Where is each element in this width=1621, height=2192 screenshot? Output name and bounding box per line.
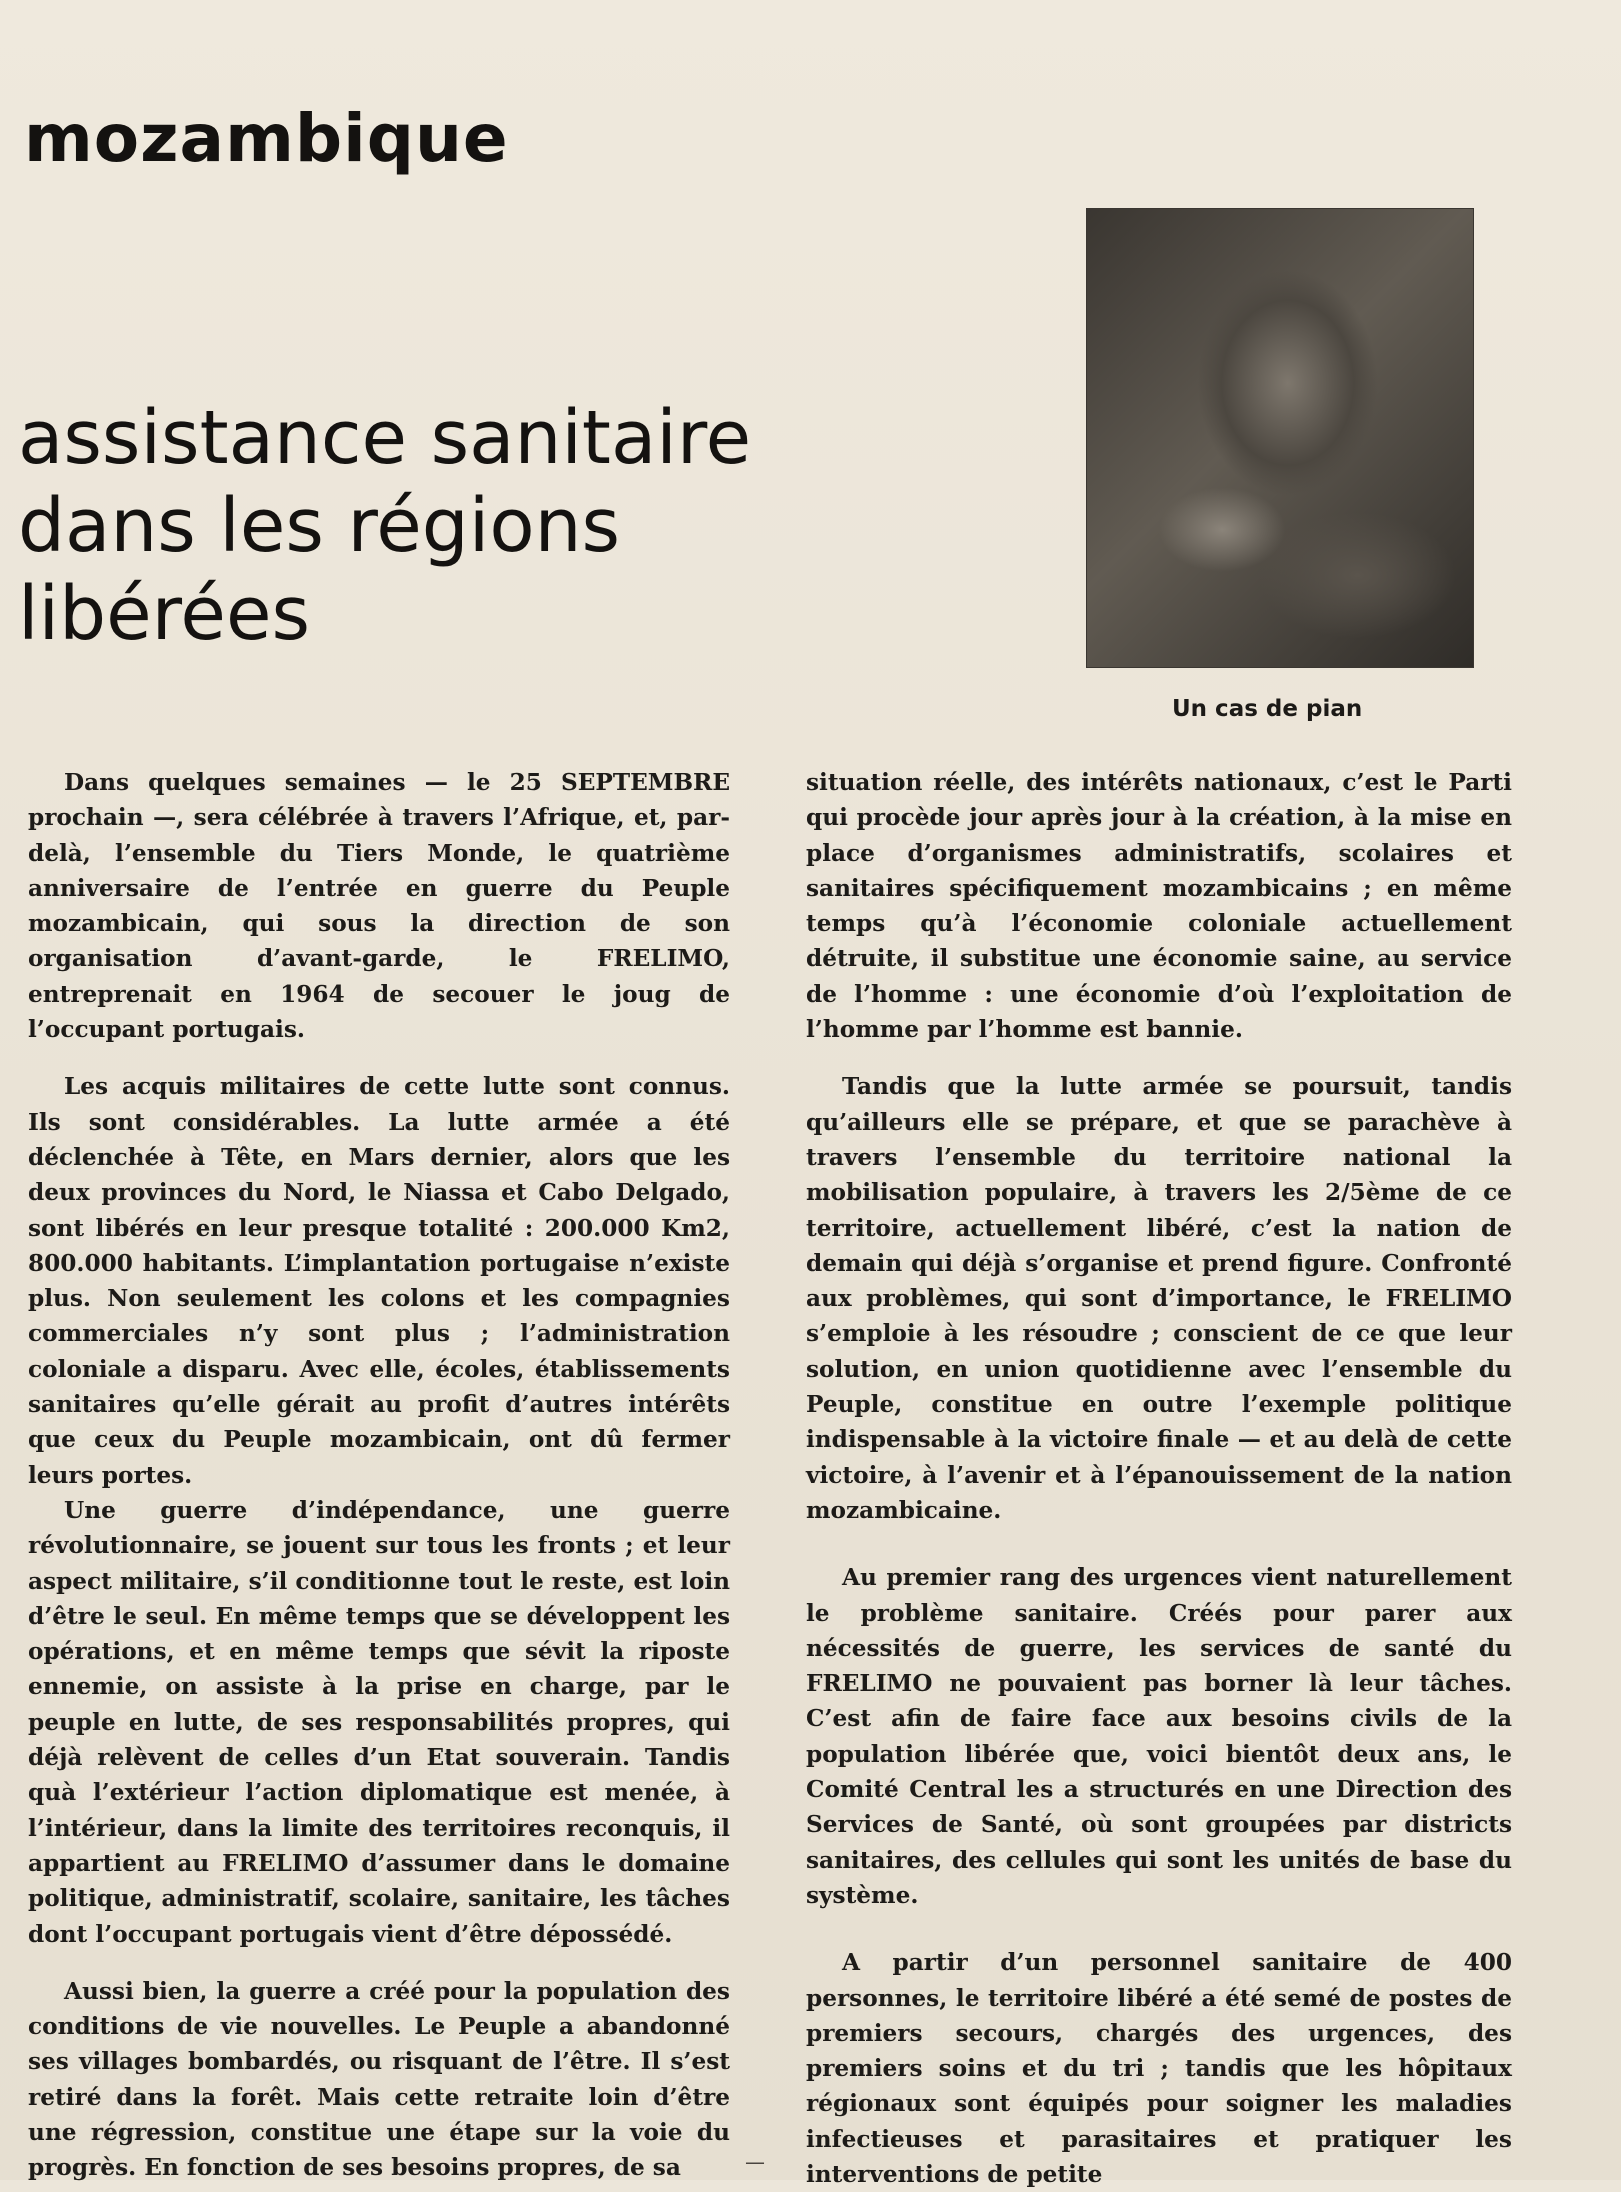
headline-line-2: dans les régions	[18, 483, 621, 569]
headline-line-3: libérées	[18, 571, 311, 657]
paragraph: A partir d’un personnel sanitaire de 400 personnes, le territoire libéré a été semé de postes de premiers secours, chargés des urgences, des premiers soins et du tri ; tandis que les hôpitaux régionaux sont équipés pour soigner les maladies infectieuses et parasitaires et pratiquer les interventions de petite	[806, 1949, 1512, 2188]
article-headline	[18, 394, 918, 658]
paragraph: Une guerre d’indépendance, une guerre révolutionnaire, se jouent sur tous les fronts ; et leur aspect militaire, s’il conditionne tout le reste, est loin d’être le seul. En même temps que se développent les opérations, et en même temps que sévit la riposte ennemie, on assiste à la prise en charge, par le peuple en lutte, de ses responsabilités propres, qui déjà relèvent de celles d’un Etat souverain. Tandis quà l’extérieur l’action diplomatique est menée, à l’intérieur, dans la limite des territoires reconquis, il appartient au FRELIMO d’assumer dans le domaine politique, administratif, scolaire, sanitaire, les tâches dont l’occupant portugais vient d’être dépossédé.	[28, 1496, 730, 1948]
photo-caption: Un cas de pian	[1172, 696, 1363, 722]
paragraph: Tandis que la lutte armée se poursuit, tandis qu’ailleurs elle se prépare, et que se parachève à travers l’ensemble du territoire national la mobilisation populaire, à travers les 2/5ème de ce territoire, actuellement libéré, c’est la nation de demain qui déjà s’organise et prend figure. Confronté aux problèmes, qui sont d’importance, le FRELIMO s’emploie à les résoudre ; conscient de ce que leur solution, en union quotidienne avec l’ensemble du Peuple, constitue en outre l’exemple politique indispensable à la victoire finale — et au delà de cette victoire, à l’avenir et à l’épanouissement de la nation mozambicaine.	[806, 1073, 1512, 1524]
paragraph: Aussi bien, la guerre a créé pour la population des conditions de vie nouvelles. Le Peuple a abandonné ses villages bombardés, ou risquant de l’être. Il s’est retiré dans la forêt. Mais cette retraite loin d’être une régression, constitue une étape sur la voie du progrès. En fonction de ses besoins propres, de sa	[28, 1977, 730, 2182]
paragraph: Au premier rang des urgences vient naturellement le problème sanitaire. Créés pour parer aux nécessités de guerre, les services de santé du FRELIMO ne pouvaient pas borner là leur tâches. C’est afin de faire face aux besoins civils de la population libérée que, voici bientôt deux ans, le Comité Central les a structurés en une Direction des Services de Santé, où sont groupées par districts sanitaires, des cellules qui sont les unités de base du système.	[806, 1564, 1512, 1909]
paragraph: situation réelle, des intérêts nationaux, c’est le Parti qui procède jour après jour à la création, à la mise en place d’organismes administratifs, scolaires et sanitaires spécifiquement mozambicains ; en même temps qu’à l’économie coloniale actuellement détruite, il substitue une économie saine, au service de l’homme : une économie d’où l’exploitation de l’homme par l’homme est bannie.	[806, 769, 1512, 1044]
headline-line-1: assistance sanitaire	[18, 395, 752, 481]
left-column	[28, 765, 730, 2186]
paragraph: Dans quelques semaines — le 25 SEPTEMBRE prochain —, sera célébrée à travers l’Afrique, et, par-delà, l’ensemble du Tiers Monde, le quatrième anniversaire de l’entrée en guerre du Peuple mozambicain, qui sous la direction de son organisation d’avant-garde, le FRELIMO, entreprenait en 1964 de secouer le joug de l’occupant portugais.	[28, 769, 730, 1044]
article-photo	[1086, 208, 1474, 668]
right-column	[806, 765, 1512, 2192]
page-folio: —	[745, 2150, 765, 2174]
section-title: mozambique	[24, 100, 509, 177]
paragraph: Les acquis militaires de cette lutte sont connus. Ils sont considérables. La lutte armée a été déclenchée à Tête, en Mars dernier, alors que les deux provinces du Nord, le Niassa et Cabo Delgado, sont libérés en leur presque totalité : 200.000 Km2, 800.000 habitants. L’implantation portugaise n’existe plus. Non seulement les colons et les compagnies commerciales n’y sont plus ; l’administration coloniale a disparu. Avec elle, écoles, établissements sanitaires qu’elle gérait au profit d’autres intérêts que ceux du Peuple mozambicain, ont dû fermer leurs portes.	[28, 1073, 730, 1489]
